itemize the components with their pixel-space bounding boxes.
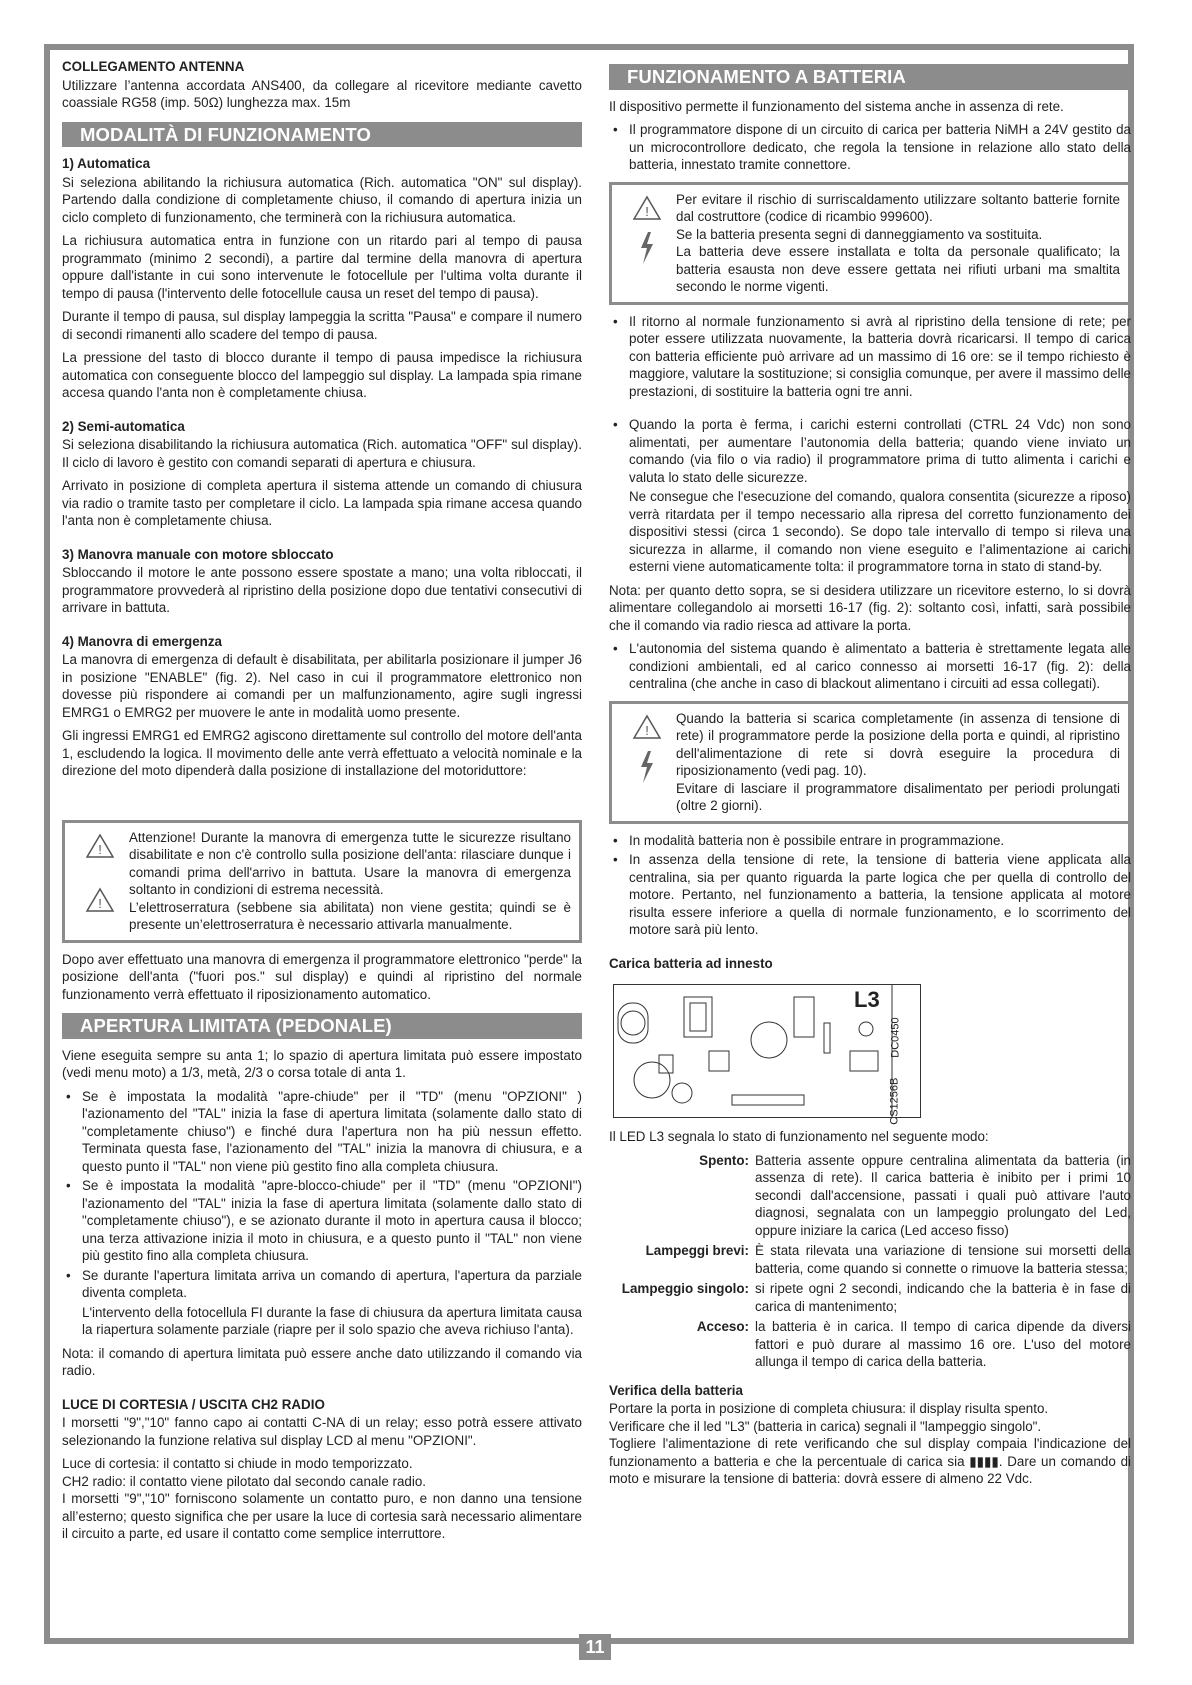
pedestrian-p1: Viene eseguita sempre su anta 1; lo spazio di apertura limitata può essere impostato (vedi menu moto) a 1/3, metà, 2/3 o corsa totale di anta 1.: [62, 1047, 582, 1080]
emergency-warning-box: [62, 820, 582, 943]
pedestrian-heading: APERTURA LIMITATA (PEDONALE): [62, 1013, 582, 1039]
warning-text: Quando la batteria si scarica completamente (in assenza di tensione di rete) il programmatore perde la posizione della porta e quindi, al ripristino dell'alimentazione di rete si dovrà eseguire la procedura di riposizionamento (vedi pag. 10).: [676, 710, 1120, 778]
verify-p2: Verificare che il led "L3" (batteria in carica) segnali il "lampeggio singolo".: [609, 1418, 1042, 1434]
lightning-icon: [637, 231, 657, 265]
battery-list-4: [609, 640, 1131, 693]
emerg-title: 4) Manovra di emergenza: [62, 633, 222, 649]
led-state-label: Spento:: [699, 1152, 749, 1168]
warning-triangle-icon: [85, 833, 115, 859]
warning-text: La batteria deve essere installata e tolta da personale qualificato; la batteria esausta non deve essere gettata nei rifiuti urbani ma smaltita secondo le norme vigenti.: [676, 244, 1120, 294]
discharge-warning-box: [609, 701, 1131, 824]
battery-heading: FUNZIONAMENTO A BATTERIA: [609, 64, 1131, 90]
list-item: • Se durante l'apertura limitata arriva un comando di apertura, l'apertura da parziale diventa completa.: [62, 1267, 582, 1302]
auto-title: 1) Automatica: [62, 156, 151, 171]
page-number: 11: [579, 1634, 611, 1660]
svg-text:!: !: [98, 841, 102, 857]
led-l3-label: L3: [854, 987, 880, 1012]
auto-p4: La pressione del tasto di blocco durante il tempo di pausa impedisce la richiusura automatica con conseguente blocco del lampeggio sul display. La lampada spia rimane accesa quando l'anta non è completamente chiusa.: [62, 350, 582, 400]
verify-title: Verifica della batteria: [609, 1382, 743, 1398]
battery-note: Nota: per quanto detto sopra, se si desidera utilizzare un ricevitore esterno, lo si dovrà alimentare collegandolo ai morsetti 16-17 (fig. 2): soltanto così, infatti, sarà possibile che il comando via radio riesca ad attivare la porta.: [609, 582, 1131, 633]
verify-p3: Togliere l'alimentazione di rete verificando che sul display compaia l'indicazione del funzionamento a batteria e che la percentuale di carica sia ▮▮▮▮. Dare un comando di moto e misurare la tensione di batteria: dovrà essere di almeno 22 Vdc.: [609, 1436, 1131, 1486]
board-code-1: DC0450: [889, 1017, 902, 1058]
battery-p1: Il dispositivo permette il funzionamento del sistema anche in assenza di rete.: [609, 98, 1064, 114]
modes-heading: MODALITÀ DI FUNZIONAMENTO: [62, 122, 582, 148]
battery-list-2: [609, 313, 1131, 401]
battery-list-3: [609, 416, 1131, 486]
svg-text:!: !: [645, 722, 649, 738]
courtesy-p1: I morsetti "9","10" fanno capo ai contatti C-NA di un relay; esso potrà essere attivato selezionando la funzione relativa sul display LCD al menu "OPZIONI".: [62, 1415, 582, 1448]
led-state-desc: si ripete ogni 2 secondi, indicando che la batteria è in fase di carica di mantenimento;: [755, 1281, 1131, 1314]
manual-p1: Sbloccando il motore le ante possono essere spostate a mano; una volta ribloccati, il programmatore provvederà al ripristino della posizione dopo due tentativi consecutivi di arrivare in battuta.: [62, 565, 582, 615]
warning-triangle-icon: [632, 714, 662, 740]
svg-text:!: !: [645, 203, 649, 219]
pedestrian-list: [62, 1088, 582, 1302]
warning-text: L’elettroserratura (sebbene sia abilitata) non viene gestita; quindi se è presente un’elettroserratura è necessario attivarla manualmente.: [129, 899, 571, 932]
charger-board-diagram: [613, 984, 921, 1125]
right-column: [609, 58, 1131, 1494]
verify-p1: Portare la porta in posizione di completa chiusura: il display risulta spento.: [609, 1401, 1049, 1416]
charge-title: Carica batteria ad innesto: [609, 955, 773, 971]
led-state-label: Lampeggio singolo:: [621, 1281, 749, 1296]
battery-b3b: Ne consegue che l'esecuzione del comando, qualora consentita (sicurezze a riposo) verrà ritardata per il tempo necessario alla ripresa del corretto funzionamento dei dispositivi stessi (circa 1 secondo). Se dopo tale intervallo di tempo si rileva una sicurezza in allarme, il comando non viene eseguito e l’alimentazione ai carichi esterni viene automaticamente tolta: il programmatore torna in stato di stand-by.: [629, 489, 1131, 574]
list-item: • Il programmatore dispone di un circuito di carica per batteria NiMH a 24V gestito da un microcontrollore dedicato, che regola la tensione in relazione allo stato della batteria, innestato tramite connettore.: [609, 121, 1131, 174]
antenna-title: COLLEGAMENTO ANTENNA: [62, 59, 245, 74]
emerg-p2: Gli ingressi EMRG1 ed EMRG2 agiscono direttamente sul controllo del motore dell'anta 1, escludendo la logica. Il movimento delle ante verrà effettuato a velocità nominale e la direzione del moto dipenderà dalla posizione di installazione del motoriduttore:: [62, 728, 582, 778]
lightning-icon: [637, 750, 657, 784]
led-state-desc: È stata rilevata una variazione di tensione sui morsetti della batteria, come quando si connette o rimuove la batteria stessa;: [755, 1243, 1131, 1276]
pedestrian-note: Nota: il comando di apertura limitata può essere anche dato utilizzando il comando via radio.: [62, 1345, 582, 1378]
warning-text: Attenzione! Durante la manovra di emergenza tutte le sicurezze risultano disabilitate e non c'è controllo sulla posizione dell'anta: rilasciare dunque i comandi prima dell'arrivo in battuta. Usare la manovra di emergenza soltanto in condizioni di estrema necessità.: [129, 829, 571, 897]
auto-p1: Si seleziona abilitando la richiusura automatica (Rich. automatica "ON" sul display). Partendo dalla condizione di completamente chiuso, il comando di apertura inizia un ciclo completo di funzionamento, che terminerà con la richiusura automatica.: [62, 174, 582, 225]
semi-p2: Arrivato in posizione di completa apertura il sistema attende un comando di chiusura via radio o tramite tasto per completare il ciclo. La lampada spia rimane accesa quando l'anta non è completamente chiusa.: [62, 478, 582, 528]
led-intro: Il LED L3 segnala lo stato di funzionamento nel seguente modo:: [609, 1129, 989, 1144]
list-item: • In modalità batteria non è possibile entrare in programmazione.: [609, 832, 1131, 850]
list-item: • Se è impostata la modalità "apre-chiude" per il "TD" (menu "OPZIONI" ) l'azionamento del "TAL" inizia la fase di apertura limitata (solamente dallo stato di "completamente chiuso") e finché dura l'apertura non ha più nessun effetto. Terminata questa fase, l'azionamento del "TAL" inizia la manovra di chiusura, e a questo punto il "TAL" non viene più gestito fino alla completa chiusura.: [62, 1088, 582, 1176]
courtesy-p2: Luce di cortesia: il contatto si chiude in modo temporizzato.: [62, 1456, 413, 1471]
led-state-desc: la batteria è in carica. Il tempo di carica dipende da diversi fattori e può durare al massimo 16 ore. L'uso del motore allunga il tempo di carica della batteria.: [755, 1319, 1131, 1369]
warning-text: Evitare di lasciare il programmatore disalimentato per periodi prolungati (oltre 2 giorni).: [676, 780, 1120, 813]
auto-p3: Durante il tempo di pausa, sul display lampeggia la scritta "Pausa" e compare il numero di secondi rimanenti allo scadere del tempo di pausa.: [62, 309, 582, 342]
battery-list-5: [609, 832, 1131, 939]
courtesy-p4: I morsetti "9","10" forniscono solamente un contatto puro, e non danno una tensione all’esterno; questo significa che per usare la luce di cortesia sarà necessario alimentare il circuito a parte, ed usare il contatto come semplice interruttore.: [62, 1491, 582, 1541]
warning-triangle-icon: [85, 887, 115, 913]
battery-list-1: [609, 121, 1131, 174]
led-state-label: Lampeggi brevi:: [645, 1243, 749, 1258]
list-item: • Il ritorno al normale funzionamento si avrà al ripristino della tensione di rete; per poter essere utilizzata nuovamente, la batteria dovrà ricaricarsi. Il tempo di carica con batteria efficiente può arrivare ad un massimo di 16 ore: se il tempo richiesto è maggiore, valutare la sostituzione; si consiglia comunque, per avere il massimo delle prestazioni, di sostituire la batteria ogni tre anni.: [609, 313, 1131, 401]
semi-title: 2) Semi-automatica: [62, 418, 185, 434]
emerg-p1: La manovra di emergenza di default è disabilitata, per abilitarla posizionare il jumper J6 in posizione "ENABLE" (fig. 2). Nel caso in cui il programmatore elettronico non dovesse più rispondere ai comandi per un malfunzionamento, agire sugli ingressi EMRG1 o EMRG2 per muovere le ante in modalità uomo presente.: [62, 652, 582, 720]
semi-p1: Si seleziona disabilitando la richiusura automatica (Rich. automatica "OFF" sul display). Il ciclo di lavoro è gestito con comandi separati di apertura e chiusura.: [62, 437, 582, 470]
list-item: • Se è impostata la modalità "apre-blocco-chiude" per il "TD" (menu "OPZIONI") l'azionamento del "TAL" inizia la fase di apertura limitata (solamente dallo stato di "completamente chiuso"), e se azionato durante il moto in apertura causa il blocco; una terza attivazione inizia il moto in chiusura, e a questo punto il "TAL" non viene più gestito fino alla completa chiusura.: [62, 1177, 582, 1265]
led-state-desc: Batteria assente oppure centralina alimentata da batteria (in assenza di rete). Il carica batteria è inibito per i primi 10 secondi dall'accensione, passati i quali può attivare l'auto diagnosi, segnalata con un lampeggio prolungato del Led, oppure iniziare la carica (Led acceso fisso): [755, 1152, 1131, 1238]
pedestrian-b3b: L'intervento della fotocellula FI durante la fase di chiusura da apertura limitata causa la riapertura solamente parziale (riapre per il solo spazio che aveva richiuso l'anta).: [82, 1304, 582, 1337]
board-code-2: CS1256B: [888, 1077, 901, 1125]
list-item: • In assenza della tensione di rete, la tensione di batteria viene applicata alla centralina, sia per quanto riguarda la parte logica che per quella di controllo del motore. Pertanto, nel funzionamento a batteria, la tensione applicata al motore risulta essere inferiore a quella di normale funzionamento, e lo scorrimento del motore sarà più lento.: [609, 851, 1131, 939]
list-item: • L'autonomia del sistema quando è alimentato a batteria è strettamente legata alle condizioni ambientali, ed al carico connesso ai morsetti 16-17 (fig. 2): della centralina (che anche in caso di blackout alimentano i circuiti ad essa collegati).: [609, 640, 1131, 693]
left-column: [62, 58, 582, 1549]
emerg-p3: Dopo aver effettuato una manovra di emergenza il programmatore elettronico "perde" la posizione dell'anta ("fuori pos." sul display) e quindi al ripristino del normale funzionamento verrà effettuato il riposizionamento automatico.: [62, 951, 582, 1002]
led-state-label: Acceso:: [696, 1319, 749, 1334]
manual-title: 3) Manovra manuale con motore sbloccato: [62, 546, 334, 562]
led-status-table: [609, 1152, 1131, 1374]
battery-warning-box: [609, 182, 1131, 305]
warning-text: Se la batteria presenta segni di danneggiamento va sostituita.: [676, 226, 1043, 242]
antenna-text: Utilizzare l’antenna accordata ANS400, da collegare al ricevitore mediante cavetto coassiale RG58 (imp. 50Ω) lunghezza max. 15m: [62, 77, 582, 110]
auto-p2: La richiusura automatica entra in funzione con un ritardo pari al tempo di pausa programmato (minimo 2 secondi), a partire dal termine della manovra di apertura oppure dall'istante in cui sono intervenute le fotocellule per l'ultima volta durante il tempo di pausa (l'intervento delle fotocellule causa un reset del tempo di pausa).: [62, 233, 582, 301]
courtesy-title: LUCE DI CORTESIA / USCITA CH2 RADIO: [62, 1396, 325, 1412]
svg-text:!: !: [98, 895, 102, 911]
courtesy-p3: CH2 radio: il contatto viene pilotato dal secondo canale radio.: [62, 1473, 427, 1489]
warning-triangle-icon: [632, 195, 662, 221]
warning-text: Per evitare il rischio di surriscaldamento utilizzare soltanto batterie fornite dal costruttore (codice di ricambio 999600).: [676, 191, 1120, 224]
list-item: • Quando la porta è ferma, i carichi esterni controllati (CTRL 24 Vdc) non sono alimentati, per aumentare l’autonomia della batteria; quando viene inviato un comando (via filo o via radio) il programmatore prima di tutto alimenta i carichi e valuta lo stato delle sicurezze.: [609, 416, 1131, 486]
